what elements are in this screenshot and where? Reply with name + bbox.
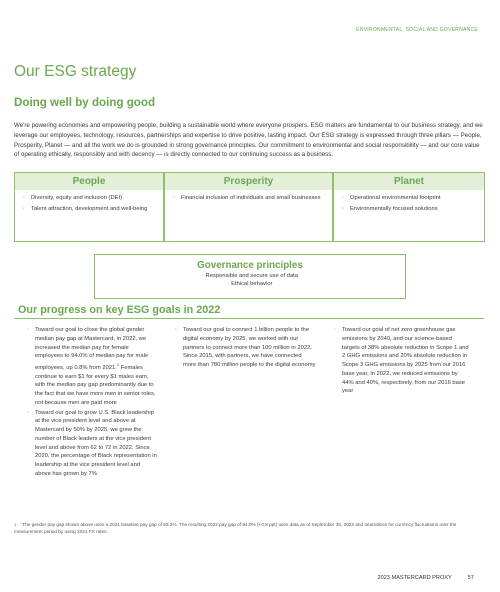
governance-box [94,254,406,299]
page-footer [377,575,474,581]
section-tag: ENVIRONMENTAL, SOCIAL AND GOVERNANCE [356,27,478,33]
footnote-text: The gender pay gap shown above uses a 2021 baseline pay gap of 93.2%. The resulting 2022 pay gap of 94.0% (+0.8 ppt) uses data as of September 30, 2022 and neutralizes for currency fluctuations over the measurement period by using 2021 FX rates. [14,522,457,535]
pillar-list [14,190,164,242]
pillar-title: Planet [333,172,485,190]
footnote [14,521,484,535]
pillar-title: Prosperity [164,172,333,190]
footnote-ref: 1 [116,362,120,367]
list-item: · Responsible and secure use of data [95,272,405,280]
governance-list [95,272,405,289]
progress-column-1 [27,326,157,480]
pillar-planet [333,172,485,242]
item-text: Toward our goal to close the global gender median pay gap at Mastercard, in 2022, we increased the median pay for female employees to 94.0% of median pay for male employees, up 0.8% from 2021. [35,327,149,371]
divider [14,318,484,319]
list-item [27,326,157,408]
document-name: 2023 MASTERCARD PROXY [377,575,452,581]
progress-heading: Our progress on key ESG goals in 2022 [18,304,221,316]
progress-column-3 [334,326,470,397]
list-item: · Operational environmental footprint [342,194,484,203]
list-item: · Financial inclusion of individuals and small businesses [173,194,332,203]
list-item: · Environmentally focused solutions [342,205,484,214]
list-item: · Toward our goal of net zero greenhouse gas emissions by 2040, and our science-based targets of 38% absolute reduction in Scope 1 and 2 GHG emissions and 20% absolute reduction in Scope 3 GHG emissions by 2025 from our 2016 base year, in 2022, we reduced emissions by 44% and 40%, respectively, from our 2016 base year [334,326,470,396]
list-item: · Diversity, equity and inclusion (DEI) [23,194,163,203]
item-text: Females continue to earn $1 for every $1 males earn, with the median pay gap predominantly due to the fact that we have more men in senior roles, not because men are paid more [35,364,156,406]
page-title: Our ESG strategy [14,63,137,80]
footnote-marker: 1 [14,522,17,527]
intro-paragraph: We're powering economies and empowering people, building a sustainable world where everyone prospers. ESG matters are fundamental to our business strategy, and we leverage our employees, technology, resources, partnerships and expertise to drive positive, lasting impact. Our ESG strategy is expressed through three pillars — People, Prosperity, Planet — and all the work we do is grounded in strong governance principles. Our commitment to environmental and social responsibility — and our core value of operating ethically, responsibly and with decency — is directly connected to our continuing success as a business. [14,122,483,159]
pillar-list [164,190,333,242]
pillar-people [14,172,164,242]
page-subtitle: Doing well by doing good [14,96,156,109]
list-item: · Ethical behavior [95,280,405,288]
pillar-prosperity [164,172,333,242]
list-item: · Toward our goal to connect 1 billion people to the digital economy by 2025, we worked with our partners to connect more than 100 million in 2022. Since 2015, with partners, we have connected more than 780 million people to the digital economy [175,326,316,370]
list-item: · Toward our goal to grow U.S. Black leadership at the vice president level and above at Mastercard by 50% by 2025, we grew the number of Black leaders at the vice president level and above from 62 to 72 in 2022. Since 2020, the percentage of Black representation in leadership at the vice president level and above has grown by 7% [27,409,157,479]
governance-title: Governance principles [197,260,303,271]
page-number: 57 [467,575,474,581]
list-item: · Talent attraction, development and well-being [23,205,163,214]
pillar-title: People [14,172,164,190]
progress-column-2 [175,326,316,371]
pillar-list [333,190,485,242]
